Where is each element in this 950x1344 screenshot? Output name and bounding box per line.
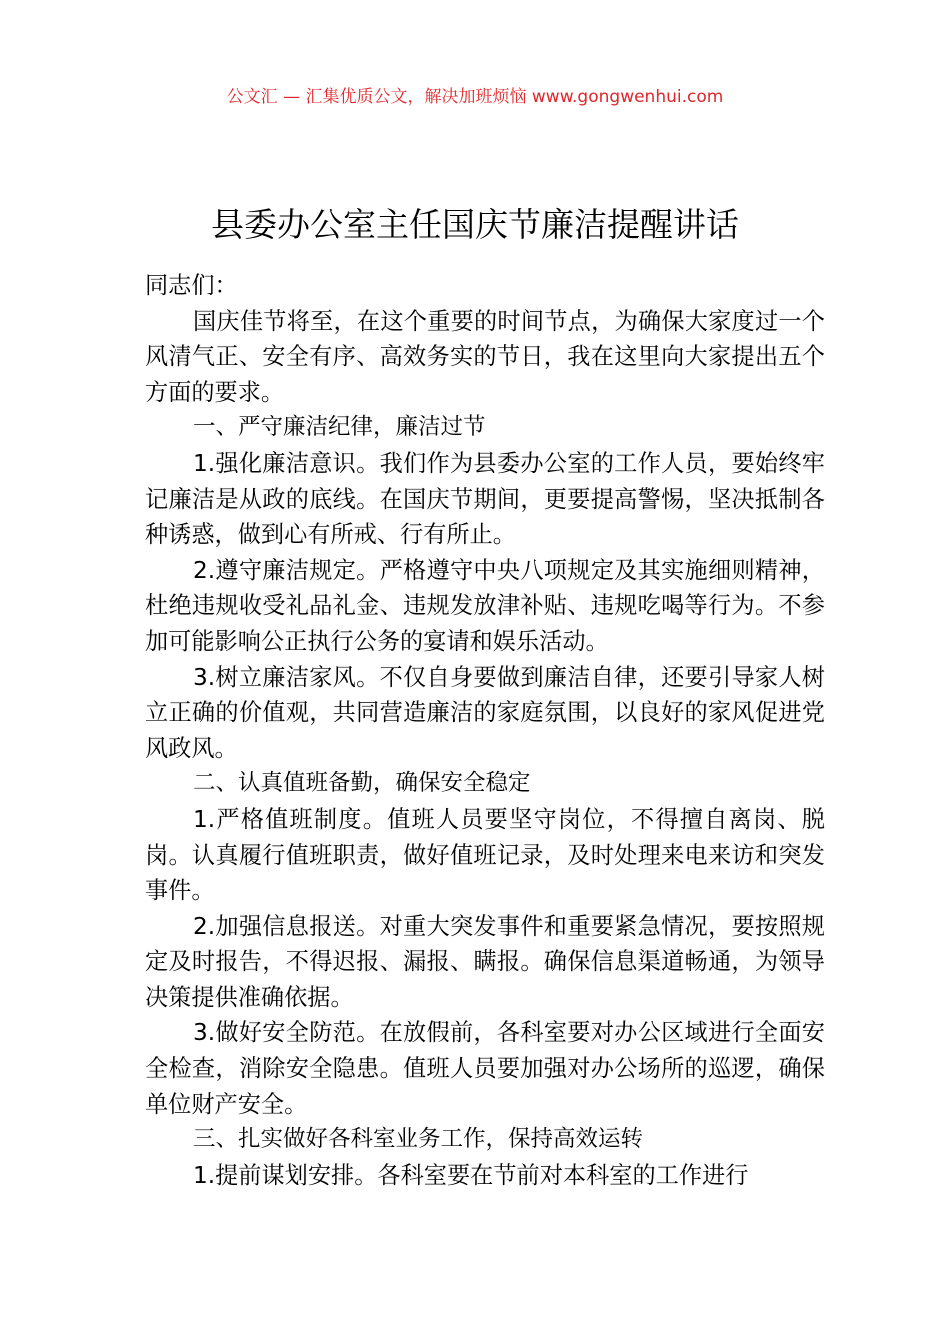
section-heading: 二、认真值班备勤，确保安全稳定 <box>193 770 531 797</box>
section-item: 1.强化廉洁意识。我们作为县委办公室的工作人员，要始终牢记廉洁是从政的底线。在国庆节期间，更要提高警惕，坚决抵制各种诱惑，做到心有所戒、行有所止。 <box>145 449 825 549</box>
intro-paragraph: 国庆佳节将至，在这个重要的时间节点，为确保大家度过一个风清气正、安全有序、高效务实的节日，我在这里向大家提出五个方面的要求。 <box>145 307 825 406</box>
section-item: 1.提前谋划安排。各科室要在节前对本科室的工作进行 <box>193 1161 749 1189</box>
salutation: 同志们： <box>145 272 238 299</box>
section-heading: 三、扎实做好各科室业务工作，保持高效运转 <box>193 1126 644 1153</box>
section-item: 3.做好安全防范。在放假前，各科室要对办公区域进行全面安全检查，消除安全隐患。值班人员要加强对办公场所的巡逻，确保单位财产安全。 <box>145 1019 825 1118</box>
section-1 <box>145 410 825 766</box>
header-banner: 公文汇 — 汇集优质公文，解决加班烦恼 www.gongwenhui.com <box>226 87 724 107</box>
section-item: 3.树立廉洁家风。不仅自身要做到廉洁自律，还要引导家人树立正确的价值观，共同营造廉洁的家庭氛围，以良好的家风促进党风政风。 <box>145 663 825 762</box>
section-item: 2.遵守廉洁规定。严格遵守中央八项规定及其实施细则精神，杜绝违规收受礼品礼金、违规发放津补贴、违规吃喝等行为。不参加可能影响公正执行公务的宴请和娱乐活动。 <box>145 556 825 655</box>
section-3 <box>145 1122 825 1193</box>
document-body <box>145 268 825 1193</box>
section-2 <box>145 766 825 1122</box>
document-title: 县委办公室主任国庆节廉洁提醒讲话 <box>211 205 739 245</box>
section-item: 1.严格值班制度。值班人员要坚守岗位，不得擅自离岗、脱岗。认真履行值班职责，做好值班记录，及时处理来电来访和突发事件。 <box>145 805 825 905</box>
section-heading: 一、严守廉洁纪律，廉洁过节 <box>193 414 486 441</box>
section-item: 2.加强信息报送。对重大突发事件和重要紧急情况，要按照规定及时报告，不得迟报、漏报、瞒报。确保信息渠道畅通，为领导决策提供准确依据。 <box>145 912 825 1011</box>
